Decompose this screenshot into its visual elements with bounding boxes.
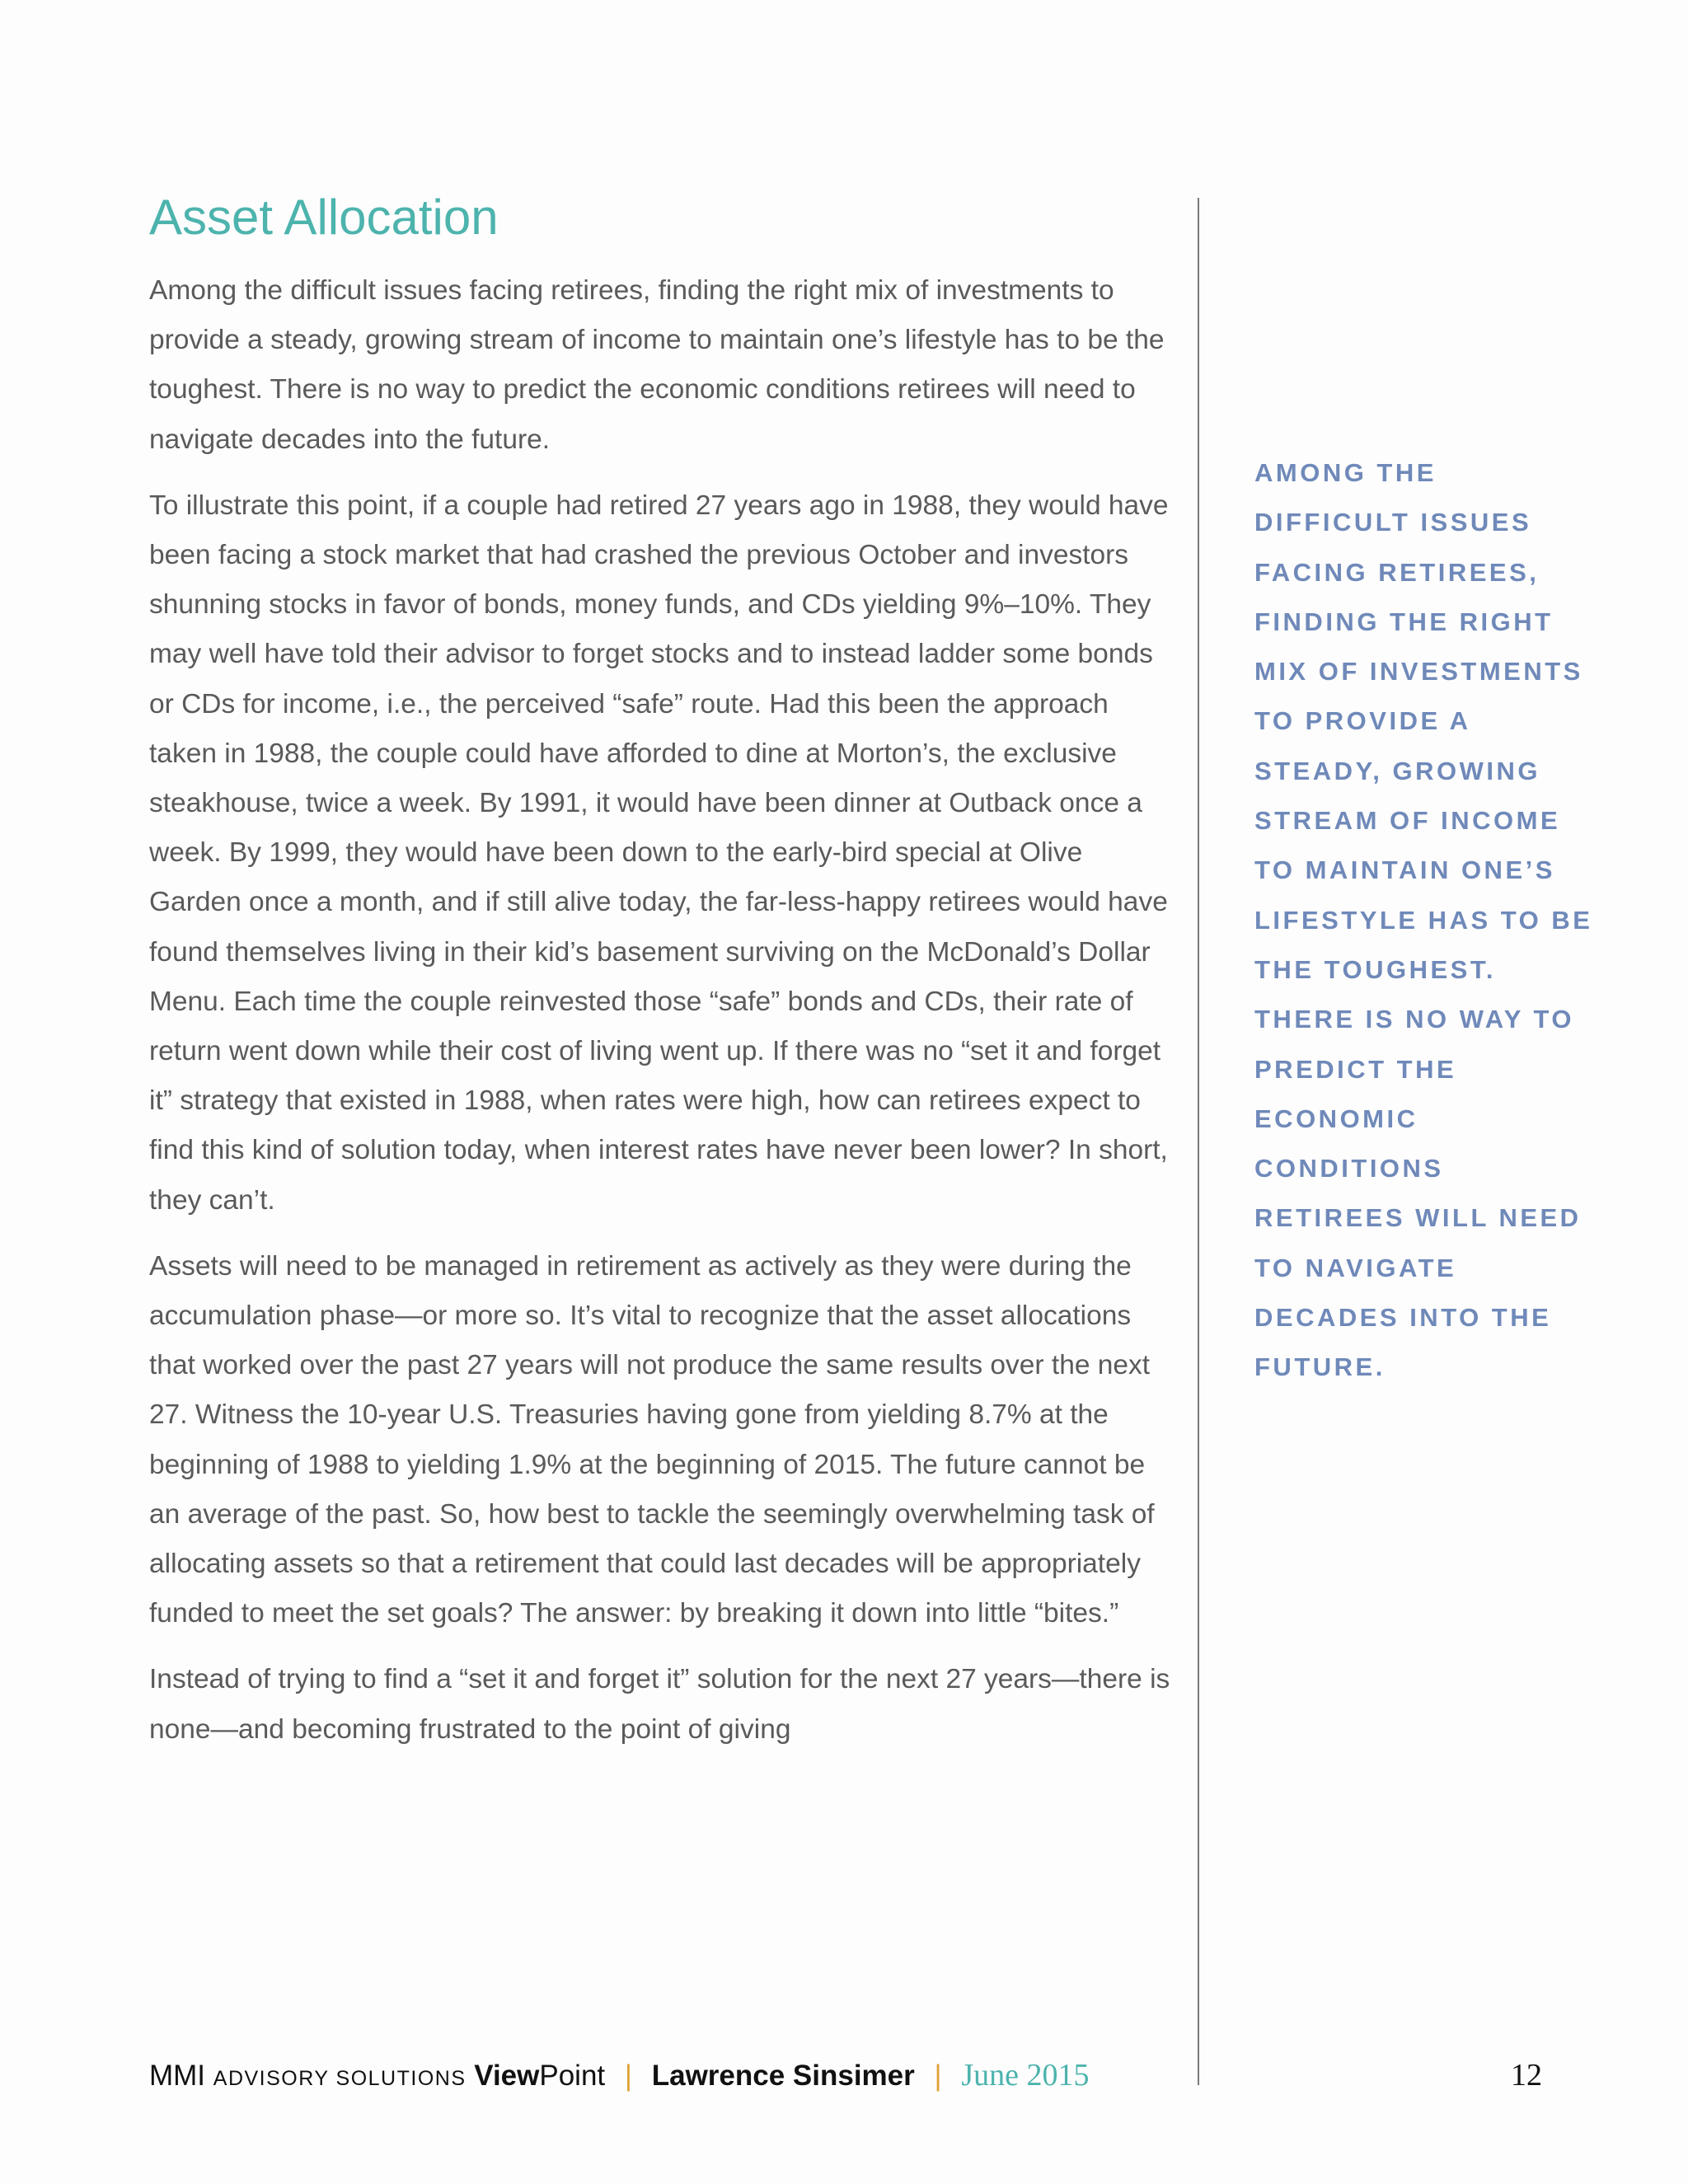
article-body <box>149 185 1171 1771</box>
paragraph-3: Assets will need to be managed in retirement as actively as they were during the accumulation phase—or more so. It’s vital to recognize that the asset allocations that worked over the past 27 years will not produce the same results over the next 27. Witness the 10-year U.S. Treasuries having gone from yielding 8.7% at the beginning of 1988 to yielding 1.9% at the beginning of 2015. The future cannot be an average of the past. So, how best to tackle the seemingly overwhelming task of allocating assets so that a retirement that could last decades will be appropriately funded to meet the set goals? The answer: by breaking it down into little “bites.” <box>149 1250 1155 1629</box>
author-name: Lawrence Sinsimer <box>651 2060 915 2092</box>
footer-separator: | <box>934 2060 942 2092</box>
brand-view: View <box>474 2060 540 2092</box>
pull-quote: AMONG THE DIFFICULT ISSUES FACING RETIREES, FINDING THE RIGHT MIX OF INVESTMENTS TO PROVIDE A STEADY, GROWING STREAM OF INCOME TO MAINTAIN ONE’S LIFESTYLE HAS TO BE THE TOUGHEST. THERE IS NO WAY TO PREDICT THE ECONOMIC CONDITIONS RETIREES WILL NEED TO NAVIGATE DECADES INTO THE FUTURE. <box>1254 458 1593 1382</box>
paragraph-2: To illustrate this point, if a couple had retired 27 years ago in 1988, they would have been facing a stock market that had crashed the previous October and investors shunning stocks in favor of bonds, money funds, and CDs yielding 9%–10%. They may well have told their advisor to forget stocks and to instead ladder some bonds or CDs for income, i.e., the perceived “safe” route. Had this been the approach taken in 1988, the couple could have afforded to dine at Morton’s, the exclusive steakhouse, twice a week. By 1991, it would have been dinner at Outback once a week. By 1999, they would have been down to the early-bird special at Olive Garden once a month, and if still alive today, the far-less-happy retirees would have found themselves living in their kid’s basement surviving on the McDonald’s Dollar Menu. Each time the couple reinvested those “safe” bonds and CDs, their rate of return went down while their cost of living went up. If there was no “set it and forget it” strategy that existed in 1988, when rates were high, how can retirees expect to find this kind of solution today, when interest rates have never been lower? In short, they can’t. <box>149 490 1169 1216</box>
page-footer <box>149 2052 1542 2098</box>
brand-point: Point <box>539 2060 606 2092</box>
issue-date: June 2015 <box>961 2058 1090 2093</box>
footer-separator: | <box>624 2060 632 2092</box>
column-divider <box>1198 198 1199 2085</box>
brand-mmi: MMI <box>149 2060 206 2092</box>
brand-advisory-solutions: ADVISORY SOLUTIONS <box>213 2067 467 2090</box>
paragraph-1: Among the difficult issues facing retirees, finding the right mix of investments to provide a steady, growing stream of income to maintain one’s lifestyle has to be the toughest. There is no way to predict the economic conditions retirees will need to navigate decades into the future. <box>149 275 1165 455</box>
article-title: Asset Allocation <box>149 190 499 245</box>
paragraph-4: Instead of trying to find a “set it and forget it” solution for the next 27 years—there is none—and becoming frustrated to the point of giving <box>149 1664 1170 1745</box>
footer-credits <box>149 2052 1089 2102</box>
page-number: 12 <box>1511 2058 1542 2093</box>
